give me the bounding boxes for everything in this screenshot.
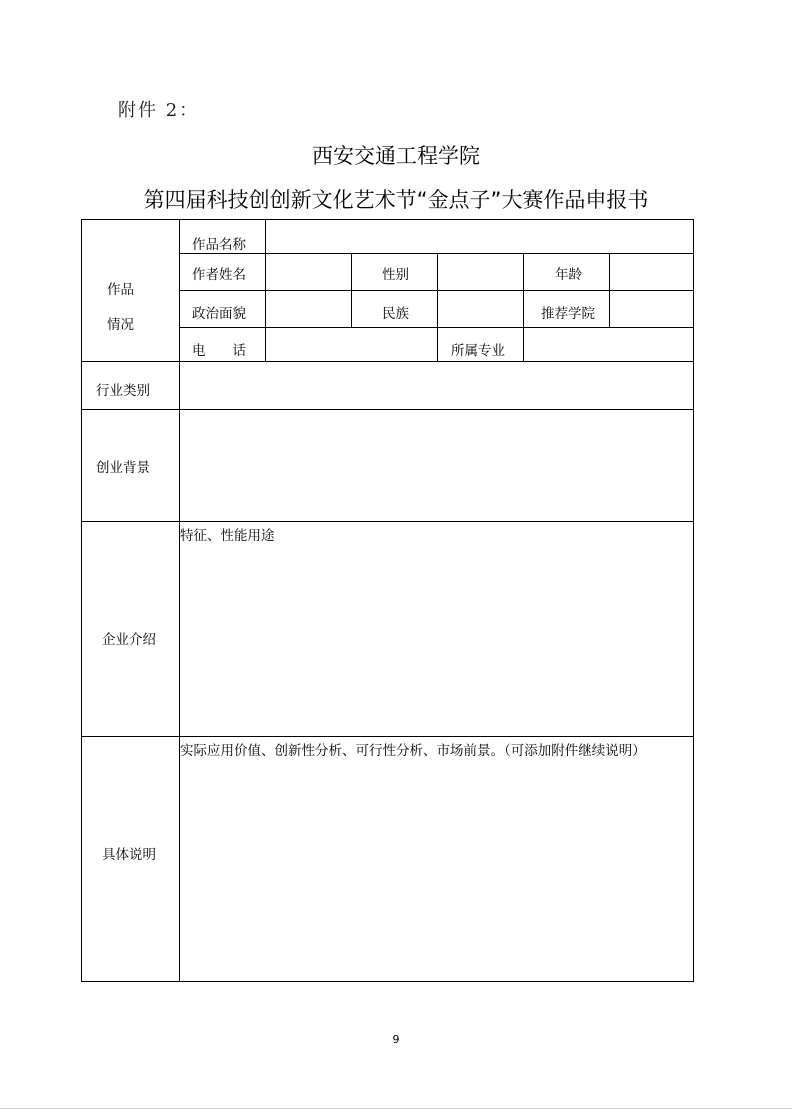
row-divider xyxy=(81,521,694,522)
author-name-field[interactable] xyxy=(266,254,350,290)
work-section-label-line2: 情况 xyxy=(107,317,134,333)
work-name-label: 作品名称 xyxy=(192,237,246,253)
industry-field[interactable] xyxy=(180,362,693,409)
gender-label: 性别 xyxy=(382,267,409,283)
recommending-college-field[interactable] xyxy=(610,291,693,327)
details-label: 具体说明 xyxy=(102,847,156,863)
work-section-label-line1: 作品 xyxy=(107,282,134,298)
company-intro-hint: 特征、性能用途 xyxy=(180,528,275,544)
background-label: 创业背景 xyxy=(96,460,150,476)
phone-label: 电 话 xyxy=(192,343,246,359)
details-field[interactable] xyxy=(180,757,693,981)
political-status-label: 政治面貌 xyxy=(192,306,246,322)
column-divider xyxy=(351,253,352,327)
ethnicity-field[interactable] xyxy=(438,291,522,327)
political-status-field[interactable] xyxy=(266,291,350,327)
document-title-form: 第四届科技创创新文化艺术节“金点子”大赛作品申报书 xyxy=(143,188,649,212)
phone-field[interactable] xyxy=(266,328,436,361)
industry-label: 行业类别 xyxy=(96,383,150,399)
document-title-school: 西安交通工程学院 xyxy=(312,144,480,168)
author-name-label: 作者姓名 xyxy=(192,267,246,283)
page-number: 9 xyxy=(392,1033,400,1046)
background-field[interactable] xyxy=(180,410,693,521)
major-field[interactable] xyxy=(524,328,693,361)
ethnicity-label: 民族 xyxy=(382,306,409,322)
work-name-field[interactable] xyxy=(266,220,693,253)
age-label: 年龄 xyxy=(555,267,582,283)
major-label: 所属专业 xyxy=(451,343,505,359)
recommending-college-label: 推荐学院 xyxy=(541,306,595,322)
page-bottom-divider xyxy=(0,1108,792,1109)
age-field[interactable] xyxy=(610,254,693,290)
details-hint: 实际应用价值、创新性分析、可行性分析、市场前景。（可添加附件继续说明） xyxy=(180,743,646,759)
company-intro-field[interactable] xyxy=(180,542,693,736)
row-divider xyxy=(81,736,694,737)
company-intro-label: 企业介绍 xyxy=(102,632,156,648)
attachment-label: 附件 2： xyxy=(118,100,200,121)
gender-field[interactable] xyxy=(438,254,522,290)
